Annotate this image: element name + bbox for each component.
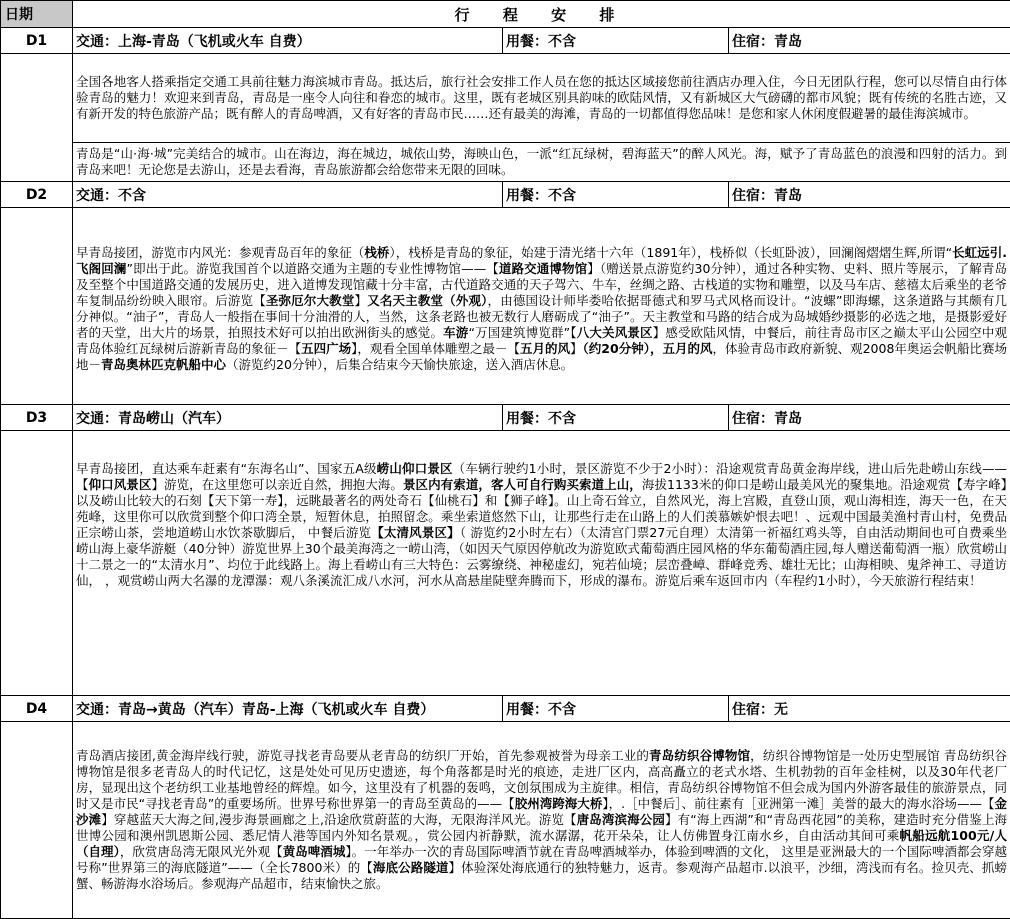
day-empty-cell xyxy=(1,208,73,405)
paragraph-text: 】感受欧陆风情，中餐后，前往青岛市区之巅太平山公园空中观青岛体验红瓦绿树后游新青岛的象征－【 xyxy=(76,325,1007,356)
paragraph-text: 海拔1133米的仰口是崂山最美风光的聚集地。沿途观赏【寿字峰】以及崂山比较大的石刻【天下第一寿】，远眺最著名的两处奇石【仙桃石】和【狮子峰】。山上奇石耸立，自然风光，海上宫殿，直登山顶，观山海相连，海天一色，在天苑峰，这里你可以欣赏到整个仰口湾全景，短暂休息，拍照留念。乘坐索道悠然下山，让那些行走在山路上的人们羡慕嫉妒恨去吧！、远观中国最美渔村青山村，免费品正宗崂山茶，尝地道崂山水饮茶歇脚后， 中餐后游览 xyxy=(76,477,1007,540)
day-label: D1 xyxy=(1,28,73,54)
meals-cell: 用餐：不含 xyxy=(503,405,729,431)
highlighted-text: 又名天主教堂（外观） xyxy=(367,293,487,308)
hotel-cell: 住宿：青岛 xyxy=(729,28,1010,54)
day-description xyxy=(73,722,1010,919)
day-header-row-d3 xyxy=(1,405,1010,431)
paragraph-text: “万国建筑博览群”【 xyxy=(468,325,576,340)
day-empty-cell xyxy=(1,722,73,919)
schedule-title: 行 程 安 排 xyxy=(73,1,1010,28)
highlighted-text: 青岛奥林匹克帆船中心 xyxy=(101,357,226,372)
paragraph-text: ，欣赏唐岛湾无限风光外观【 xyxy=(120,844,283,859)
paragraph-text: 早青岛接团，游览市内风光：参观青岛百年的象征（ xyxy=(76,245,364,260)
day-detail-row-d4 xyxy=(1,722,1010,919)
day-label: D2 xyxy=(1,182,73,208)
paragraph-text: 早青岛接团，直达乘车赶素有“东海名山”、国家五A级 xyxy=(76,461,377,476)
highlighted-text: 五四广场 xyxy=(301,341,351,356)
highlighted-text: 景区内有索道，客人可自行购买索道上山， xyxy=(403,477,642,492)
paragraph-text: 】有“海上西湖”和“青岛西花园”的美称，建造时充分借鉴上海世博公园和澳州凯恩斯公园、悉尼情人港等国内外知名景观。，赏公园内祈静默，流水潺潺，花开朵朵，让人仿佛置身江南水乡，自由活动其间可乘 xyxy=(76,812,1007,843)
hotel-cell: 住宿：青岛 xyxy=(729,405,1010,431)
day-detail-row-d3 xyxy=(1,431,1010,696)
highlighted-text: 【太清风景区】 xyxy=(371,525,460,540)
day-description xyxy=(73,143,1010,182)
highlighted-text: 道路交通博物馆 xyxy=(499,261,587,276)
highlighted-text: 长虹远引.飞阁回澜 xyxy=(76,245,1007,276)
paragraph-text: 】穿越蓝天大海之间,漫步海景画廊之上,沿途欣赏蔚蓝的大海，无限海洋风光。游览【 xyxy=(101,812,576,827)
day-header-row-d1 xyxy=(1,28,1010,54)
highlighted-text: 黄岛啤酒城 xyxy=(283,844,346,859)
paragraph-text: 青岛酒店接团,黄金海岸线行驶，游览寻找老青岛要从老青岛的纺织厂开始，首先参观被誉为母亲工业的 xyxy=(76,748,649,763)
paragraph-text: ，体验青岛市政府新貌、观2008年奥运会帆船比赛场地－ xyxy=(76,341,1007,372)
paragraph-text: （游览约20分钟），后集合结束今天愉快旅途，送入酒店休息。 xyxy=(226,357,573,372)
transport-cell: 交通：青岛崂山（汽车） xyxy=(73,405,503,431)
transport-cell: 交通：青岛→黄岛（汽车）青岛-上海（飞机或火车 自费） xyxy=(73,696,503,722)
paragraph-text: ”即出于此。游览我国首个以道路交通为主题的专业性博物馆——【 xyxy=(126,261,498,276)
paragraph-text: ），栈桥是青岛的象征，始建于清光绪十六年（1891年），栈桥似（长虹卧波），回澜阁熠熠生辉,所谓“ xyxy=(389,245,952,260)
highlighted-text: 八大关风景区 xyxy=(577,325,653,340)
day-description xyxy=(73,54,1010,143)
meals-cell: 用餐：不含 xyxy=(503,696,729,722)
day-detail-row-d2 xyxy=(1,208,1010,405)
transport-cell: 交通：不含 xyxy=(73,182,503,208)
paragraph-text: 】 xyxy=(355,293,368,308)
day-detail-row-d1-2 xyxy=(1,143,1010,182)
paragraph-text: 青岛是“山·海·城”完美结合的城市。山在海边，海在城边，城依山势，海映山色，一派“红瓦绿树，碧海蓝天”的醉人风光。海，赋予了青岛蓝色的浪漫和四射的活力。到青岛来吧！无论您是去游山，还是去看海，青岛旅游都会给您带来无限的回味。 xyxy=(76,146,1007,177)
highlighted-text: 唐岛湾滨海公园 xyxy=(577,812,665,827)
day-label: D3 xyxy=(1,405,73,431)
highlighted-text: 帆船远航100元/人（自理） xyxy=(76,828,1007,859)
day-column-header: 日期 xyxy=(1,1,73,28)
meals-cell: 用餐：不含 xyxy=(503,28,729,54)
day-empty-cell xyxy=(1,54,73,182)
hotel-cell: 住宿：青岛 xyxy=(729,182,1010,208)
day-empty-cell xyxy=(1,431,73,696)
hotel-cell: 住宿：无 xyxy=(729,696,1010,722)
highlighted-text: 仰口风景区 xyxy=(89,477,152,492)
paragraph-text: ，由德国设计师毕娄哈依据哥德式和罗马式风格而设计。“波螺”即海螺，这条道路与其颇有几分神似。“油子”，青岛人一般指在事间十分油滑的人，当然，这条老路也被无数行人磨砺成了“油子”。天主教堂和马路的结合成为岛城婚纱摄影的必选之地，是摄影爱好者的天堂，出大片的场景，拍照技术好可以拍出欧洲街头的感觉。 xyxy=(76,293,1007,340)
meals-cell: 用餐：不含 xyxy=(503,182,729,208)
highlighted-text: 海底公路隧道 xyxy=(373,860,449,875)
highlighted-text: 金沙滩 xyxy=(76,796,1007,827)
day-header-row-d4 xyxy=(1,696,1010,722)
paragraph-text: 】，.［中餐后］、前往素有［亚洲第一滩］美誉的最大的海水浴场——【 xyxy=(602,796,994,811)
day-label: D4 xyxy=(1,696,73,722)
day-header-row-d2 xyxy=(1,182,1010,208)
paragraph-text: 】游览，在这里您可以亲近自然，拥抱大海。 xyxy=(151,477,403,492)
day-description xyxy=(73,208,1010,405)
highlighted-text: 栈桥 xyxy=(364,245,389,260)
paragraph-text: 】 xyxy=(570,341,583,356)
highlighted-text: （约20分钟），五月的风 xyxy=(583,341,713,356)
highlighted-text: 五月的风 xyxy=(520,341,570,356)
paragraph-text: （ 游览约2小时左右）（太清宫门票27元自理）太清第一祈福红鸡头等，自由活动期间也可自费乘坐崂山海上豪华游艇（40分钟）游览世界上30个最美海湾之一崂山湾，（如因天气原因停航改为游览欧式葡萄酒庄园风格的华东葡萄酒庄园,每人赠送葡萄酒一瓶）欣赏崂山十二景之一的“太清水月”、均位于此线路上。海上看崂山有三大特色：云雾缭绕、神秘虚幻，宛若仙境；层峦叠嶂、群峰竞秀、雄壮无比；山海相映、鬼斧神工、寻道访仙， ，观赏崂山两大名瀑的龙潭瀑：观八条溪流汇成八水河，河水从高悬崖陡壁奔腾而下，形成的瀑布。游览后乘车返回市内（车程约1小时），今天旅游行程结束！ xyxy=(76,525,1007,588)
paragraph-text: 】，观看全国单体雕塑之最－【 xyxy=(351,341,520,356)
paragraph-text: ，纺织谷博物馆是一处历史型展馆 青岛纺织谷博物馆是很多老青岛人的时代记忆，这是处处可见历史遗迹，每个角落都是时光的痕迹，走进厂区内，高高矗立的老式水塔、生机勃勃的百年金桂树，以及30年代老厂房，显现出这个老纺织工业基地曾经的辉煌。如今，这里没有了机器的轰鸣，文创氛围成为主旋律。相信，青岛纺织谷博物馆不但会成为国内外游客最佳的旅游景点，同时又是市民“寻找老青岛”的重要场所。世界号称世界第一的青岛至黄岛的——【 xyxy=(76,748,1007,811)
highlighted-text: 青岛纺织谷博物馆 xyxy=(649,748,750,763)
paragraph-text: 】。一年举办一次的青岛国际啤酒节就在青岛啤酒城举办，体验到啤酒的文化， 这里是亚洲最大的一个国际啤酒都会穿越号称”世界第三的海底隧道”——（全长7800米）的【 xyxy=(76,844,1007,875)
highlighted-text: 崂山仰口景区 xyxy=(377,461,453,476)
paragraph-text: 】体验深处海底通行的独特魅力，返青。参观海产品超市.以浪平，沙细，湾浅而有名。捡贝壳、抓螃蟹、畅游海水浴场后。参观海产品超市，结束愉快之旅。 xyxy=(76,860,1007,891)
highlighted-text: 胶州湾跨海大桥 xyxy=(515,796,603,811)
paragraph-text: （车辆行驶约1小时，景区游览不少于2小时）：沿途观赏青岛黄金海岸线，进山后先赴崂山东线——【 xyxy=(76,461,1007,492)
day-description xyxy=(73,431,1010,696)
highlighted-text: 车游 xyxy=(443,325,468,340)
paragraph-text: 】（赠送景点游览约30分钟），通过各种实物、史料、照片等展示，了解青岛及至整个中国道路交通的发展历史，进入道博发现馆藏十分丰富，古代道路交通的天子驾六、牛车，丝绸之路、古栈道的实物和雕塑，以及马车店、慈禧太后乘坐的老爷车复制品纷纷映入眼帘。后游览【 xyxy=(76,261,1007,308)
highlighted-text: 圣弥厄尔大教堂 xyxy=(266,293,355,308)
paragraph-text: 全国各地客人搭乘指定交通工具前往魅力海滨城市青岛。抵达后，旅行社会安排工作人员在您的抵达区域接您前往酒店办理入住，今日无团队行程，您可以尽情自由行体验青岛的魅力！欢迎来到青岛，青岛是一座令人向往和眷恋的城市。这里，既有老城区别具韵味的欧陆风情，又有新城区大气磅礴的都市风貌；既有传统的名胜古迹，又有新开发的特色旅游产品；既有醉人的青岛啤酒，又有好客的青岛市民……还有最美的海滩，青岛的一切都值得您品味！是您和家人休闲度假避暑的最佳海滨城市。 xyxy=(76,74,1007,121)
header-row xyxy=(1,1,1010,28)
transport-cell: 交通：上海-青岛（飞机或火车 自费） xyxy=(73,28,503,54)
day-detail-row-d1 xyxy=(1,54,1010,143)
